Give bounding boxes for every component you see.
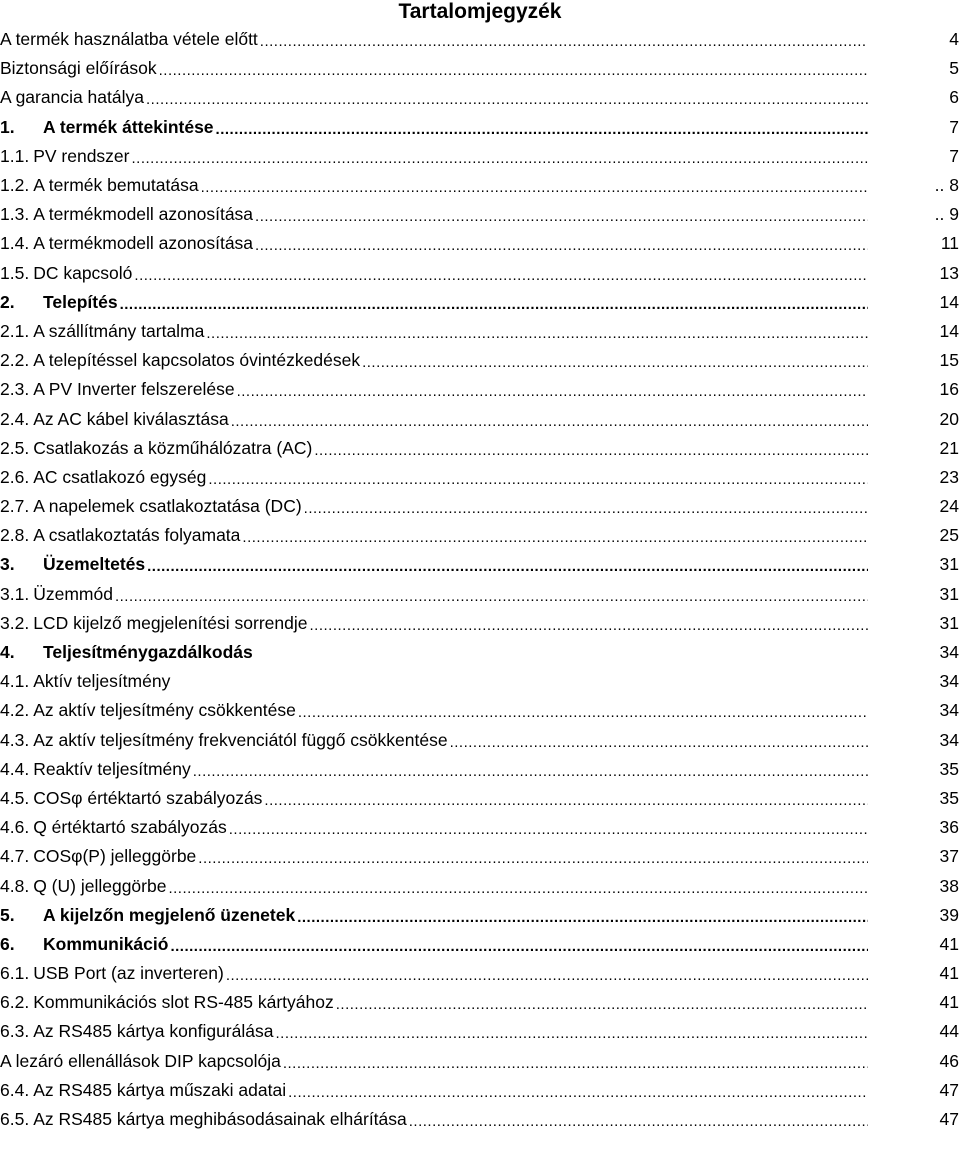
toc-entry-text: Biztonsági előírások — [0, 58, 157, 79]
toc-entry-label — [0, 1051, 283, 1072]
toc-entry[interactable] — [0, 842, 960, 871]
toc-dot-leader — [147, 558, 868, 575]
toc-entry-page: 5 — [949, 58, 959, 79]
toc-entry-text: A termék áttekintése — [43, 116, 214, 137]
toc-entry-number: 3.2. — [0, 612, 30, 633]
toc-entry[interactable] — [0, 1105, 960, 1134]
toc-entry-label — [0, 409, 231, 430]
toc-entry-label — [0, 321, 206, 342]
toc-dot-leader — [450, 734, 868, 751]
toc-entry-text: A napelemek csatlakoztatása (DC) — [33, 496, 302, 517]
toc-dot-leader — [275, 1025, 868, 1042]
toc-entry-text: A kijelzőn megjelenő üzenetek — [43, 904, 296, 925]
toc-entry-number: 1.4. — [0, 233, 30, 254]
toc-entry[interactable] — [0, 288, 960, 317]
toc-entry[interactable] — [0, 317, 960, 346]
toc-entry-page: 7 — [949, 145, 959, 166]
toc-entry-number: 2.5. — [0, 437, 30, 458]
toc-entry-number: 4.7. — [0, 846, 30, 867]
toc-entry-label — [0, 87, 146, 108]
toc-entry-number: 1.2. — [0, 175, 30, 196]
toc-entry-page: 31 — [939, 583, 959, 604]
toc-entry-number: 3.1. — [0, 583, 30, 604]
toc-entry[interactable] — [0, 83, 960, 112]
toc-entry[interactable] — [0, 25, 960, 54]
toc-entry-text: USB Port (az inverteren) — [33, 963, 224, 984]
toc-dot-leader — [409, 1113, 868, 1130]
toc-entry[interactable] — [0, 54, 960, 83]
toc-entry-text: Q értéktartó szabályozás — [33, 817, 227, 838]
toc-entry-page: 41 — [939, 933, 959, 954]
toc-entry-number: 2.6. — [0, 466, 30, 487]
toc-entry-number: 4.1. — [0, 671, 30, 692]
toc-dot-leader — [231, 413, 868, 430]
toc-entry[interactable] — [0, 871, 960, 900]
toc-entry[interactable] — [0, 346, 960, 375]
toc-dot-leader — [255, 208, 868, 225]
toc-entry-page: 35 — [939, 787, 959, 808]
toc-entry-label — [0, 350, 362, 371]
toc-entry-page: 36 — [939, 817, 959, 838]
toc-entry-page: 16 — [939, 379, 959, 400]
toc-entry-text: A termék használatba vétele előtt — [0, 29, 258, 50]
toc-entry-page: 41 — [939, 963, 959, 984]
toc-entry-label — [0, 934, 170, 955]
toc-entry-number: 1.3. — [0, 204, 30, 225]
toc-dot-leader — [310, 617, 869, 634]
toc-entry-page: 47 — [939, 1109, 959, 1130]
toc-entry-page: 31 — [939, 612, 959, 633]
toc-entry-number: 6.3. — [0, 1021, 30, 1042]
toc-entry[interactable] — [0, 375, 960, 404]
toc-entry-number: 2.2. — [0, 350, 30, 371]
toc-entry[interactable] — [0, 696, 960, 725]
toc-entry-number: 4.3. — [0, 729, 30, 750]
toc-entry[interactable] — [0, 200, 960, 229]
toc-entry[interactable] — [0, 404, 960, 433]
toc-entry-label — [0, 292, 120, 313]
toc-entry[interactable] — [0, 142, 960, 171]
toc-entry[interactable] — [0, 1076, 960, 1105]
toc-entry-label — [0, 963, 226, 984]
toc-entry-page: 13 — [939, 262, 959, 283]
toc-entry[interactable] — [0, 667, 960, 696]
toc-entry-page: 23 — [939, 466, 959, 487]
toc-entry-text: Az RS485 kártya konfigurálása — [33, 1021, 274, 1042]
toc-dot-leader — [362, 354, 868, 371]
toc-dot-leader — [297, 909, 868, 926]
toc-entry-label — [0, 759, 193, 780]
toc-entry-page: 44 — [939, 1021, 959, 1042]
toc-entry-text: A garancia hatálya — [0, 87, 144, 108]
toc-entry[interactable] — [0, 580, 960, 609]
toc-entry-text: COSφ(P) jelleggörbe — [33, 846, 197, 867]
toc-entry-label — [0, 525, 242, 546]
toc-entry-label — [0, 876, 168, 897]
toc-entry-number: 1.5. — [0, 262, 30, 283]
toc-dot-leader — [288, 1084, 868, 1101]
toc-entry-number: 6.2. — [0, 992, 30, 1013]
toc-entry-number: 6.4. — [0, 1079, 30, 1100]
toc-entry-label — [0, 204, 255, 225]
toc-entry-page: 6 — [949, 87, 959, 108]
toc-entry-page: 47 — [939, 1079, 959, 1100]
toc-entry-text: A termékmodell azonosítása — [33, 204, 254, 225]
toc-entry[interactable] — [0, 638, 960, 667]
toc-entry-label — [0, 788, 264, 809]
toc-entry-text: Az aktív teljesítmény frekvenciától függő csökkentése — [33, 729, 448, 750]
toc-entry-text: AC csatlakozó egység — [33, 466, 207, 487]
toc-entry-label — [0, 379, 237, 400]
toc-entry-label — [0, 58, 159, 79]
toc-entry-page: 41 — [939, 992, 959, 1013]
toc-entry-page: 7 — [949, 116, 959, 137]
toc-entry[interactable] — [0, 229, 960, 258]
toc-entry-page: 24 — [939, 496, 959, 517]
toc-entry-label — [0, 730, 450, 751]
toc-entry-page: 34 — [939, 729, 959, 750]
toc-entry-text: PV rendszer — [33, 145, 130, 166]
toc-entry-text: Üzemmód — [33, 583, 113, 604]
toc-entry-label — [0, 1021, 275, 1042]
toc-entry-label — [0, 496, 304, 517]
toc-entry-label — [0, 1109, 409, 1130]
toc-entry-number: 2.7. — [0, 496, 30, 517]
toc-entry[interactable] — [0, 434, 960, 463]
toc-entry-text: A lezáró ellenállások DIP kapcsolója — [0, 1050, 281, 1071]
toc-entry-number: 2. — [0, 291, 15, 312]
toc-entry-number: 4.2. — [0, 700, 30, 721]
toc-title: Tartalomjegyzék — [398, 0, 562, 23]
toc-entry-label — [0, 263, 134, 284]
toc-dot-leader — [168, 880, 868, 897]
toc-dot-leader — [283, 1055, 868, 1072]
toc-dot-leader — [134, 267, 868, 284]
toc-entry[interactable] — [0, 1017, 960, 1046]
toc-entry-label — [0, 117, 216, 138]
toc-entry[interactable] — [0, 813, 960, 842]
toc-entry-page: 39 — [939, 904, 959, 925]
toc-dot-leader — [304, 500, 868, 517]
toc-entry[interactable] — [0, 521, 960, 550]
toc-dot-leader — [298, 704, 868, 721]
toc-entry-label — [0, 438, 314, 459]
toc-dot-leader — [336, 996, 868, 1013]
toc-entry-label — [0, 642, 255, 663]
toc-entry-page: 46 — [939, 1050, 959, 1071]
toc-dot-leader — [206, 325, 868, 342]
toc-entry-label — [0, 613, 310, 634]
toc-entry-page: 37 — [939, 846, 959, 867]
toc-entry-label — [0, 671, 172, 692]
toc-entry-text: Aktív teljesítmény — [33, 671, 171, 692]
toc-entry-page: 11 — [940, 233, 959, 254]
toc-entry[interactable] — [0, 113, 960, 142]
toc-entry-number: 1.1. — [0, 145, 30, 166]
toc-dot-leader — [198, 850, 868, 867]
toc-entry-label — [0, 146, 132, 167]
toc-entry-number: 1. — [0, 116, 15, 137]
toc-dot-leader — [237, 383, 868, 400]
toc-entry-number: 4.5. — [0, 787, 30, 808]
toc-entry-label — [0, 554, 147, 575]
toc-entry-number: 2.8. — [0, 525, 30, 546]
toc-entry-label — [0, 584, 115, 605]
toc-entry-text: Q (U) jelleggörbe — [33, 875, 167, 896]
toc-entry-text: Az AC kábel kiválasztása — [33, 408, 229, 429]
toc-entry[interactable] — [0, 784, 960, 813]
toc-entry-label — [0, 992, 336, 1013]
toc-entry-page: 20 — [939, 408, 959, 429]
toc-entry[interactable] — [0, 609, 960, 638]
toc-dot-leader — [226, 967, 868, 984]
toc-entry-text: Reaktív teljesítmény — [33, 758, 191, 779]
toc-entry-label — [0, 905, 297, 926]
toc-entry[interactable] — [0, 930, 960, 959]
toc-entry-text: A termék bemutatása — [33, 175, 199, 196]
toc-entry-page: 4 — [949, 29, 959, 50]
toc-entry-label — [0, 700, 298, 721]
toc-dot-leader — [229, 821, 868, 838]
toc-entry-page: 34 — [939, 642, 959, 663]
toc-entry-page: .. 8 — [934, 175, 959, 196]
toc-dot-leader — [264, 792, 868, 809]
toc-entry-label — [0, 846, 198, 867]
toc-entry-number: 4. — [0, 642, 15, 663]
toc-dot-leader — [314, 442, 868, 459]
toc-entry-label — [0, 1080, 288, 1101]
toc-entry-text: Kommunikáció — [43, 933, 169, 954]
toc-entry-page: 25 — [939, 525, 959, 546]
toc-dot-leader — [120, 296, 868, 313]
toc-dot-leader — [260, 33, 868, 50]
toc-entry-number: 6.5. — [0, 1109, 30, 1130]
toc-entry-text: Az RS485 kártya meghibásodásainak elhárítása — [33, 1109, 407, 1130]
toc-entry[interactable] — [0, 959, 960, 988]
toc-entry-number: 2.1. — [0, 320, 30, 341]
toc-dot-leader — [146, 91, 868, 108]
toc-entry-page: 34 — [939, 700, 959, 721]
toc-entry-number: 3. — [0, 554, 15, 575]
toc-dot-leader — [170, 938, 868, 955]
toc-dot-leader — [193, 763, 868, 780]
toc-entry-text: Kommunikációs slot RS-485 kártyához — [33, 992, 334, 1013]
toc-entry-page: 14 — [939, 320, 959, 341]
toc-entry-page: 21 — [939, 437, 959, 458]
toc-entry-page: 35 — [939, 758, 959, 779]
toc-dot-leader — [115, 588, 868, 605]
toc-entry-label — [0, 817, 229, 838]
toc-entry-number: 5. — [0, 904, 15, 925]
toc-entry-text: A termékmodell azonosítása — [33, 233, 254, 254]
toc-entry-label — [0, 29, 260, 50]
toc-entry-page: 31 — [939, 554, 959, 575]
toc-entry-label — [0, 175, 201, 196]
toc-entry[interactable] — [0, 1047, 960, 1076]
toc-entry-number: 2.3. — [0, 379, 30, 400]
toc-entry-number: 6. — [0, 933, 15, 954]
toc-entry-text: A csatlakoztatás folyamata — [33, 525, 241, 546]
toc-entry-page: 34 — [939, 671, 959, 692]
toc-entry-number: 6.1. — [0, 963, 30, 984]
toc-entry-text: Telepítés — [43, 291, 118, 312]
toc-entry-page: 15 — [939, 350, 959, 371]
toc-entry[interactable] — [0, 901, 960, 930]
toc-dot-leader — [132, 150, 869, 167]
toc-entry[interactable] — [0, 755, 960, 784]
toc-entry[interactable] — [0, 463, 960, 492]
toc-dot-leader — [242, 529, 868, 546]
toc-entry[interactable] — [0, 726, 960, 755]
toc-entry-text: COSφ értéktartó szabályozás — [33, 787, 263, 808]
toc-entry-page: 38 — [939, 875, 959, 896]
toc-dot-leader — [216, 121, 868, 138]
toc-entry-text: Üzemeltetés — [43, 554, 146, 575]
toc-entry-page: .. 9 — [934, 204, 959, 225]
toc-entry-number: 4.4. — [0, 758, 30, 779]
toc-entry-text: A telepítéssel kapcsolatos óvintézkedések — [33, 350, 361, 371]
toc-dot-leader — [208, 471, 868, 488]
toc-entry[interactable] — [0, 492, 960, 521]
toc-entry[interactable] — [0, 988, 960, 1017]
toc-dot-leader — [201, 179, 868, 196]
toc-entry[interactable] — [0, 171, 960, 200]
toc-entry-text: Az RS485 kártya műszaki adatai — [33, 1079, 287, 1100]
toc-entry-text: Az aktív teljesítmény csökkentése — [33, 700, 296, 721]
toc-entry-number: 4.6. — [0, 817, 30, 838]
toc-entry-text: A szállítmány tartalma — [33, 320, 205, 341]
toc-entry-text: Csatlakozás a közműhálózatra (AC) — [33, 437, 313, 458]
toc-entry-label — [0, 467, 208, 488]
toc-entry-text: DC kapcsoló — [33, 262, 133, 283]
toc-entry-page: 14 — [939, 291, 959, 312]
toc-entry-text: LCD kijelző megjelenítési sorrendje — [33, 612, 308, 633]
toc-dot-leader — [255, 237, 868, 254]
toc-entry-text: Teljesítménygazdálkodás — [43, 642, 253, 663]
toc-dot-leader — [159, 62, 868, 79]
toc-entry[interactable] — [0, 259, 960, 288]
toc-entry-label — [0, 233, 255, 254]
toc-entry[interactable] — [0, 550, 960, 579]
toc-list — [0, 25, 960, 1134]
toc-entry-number: 4.8. — [0, 875, 30, 896]
toc-entry-text: A PV Inverter felszerelése — [33, 379, 235, 400]
toc-entry-number: 2.4. — [0, 408, 30, 429]
